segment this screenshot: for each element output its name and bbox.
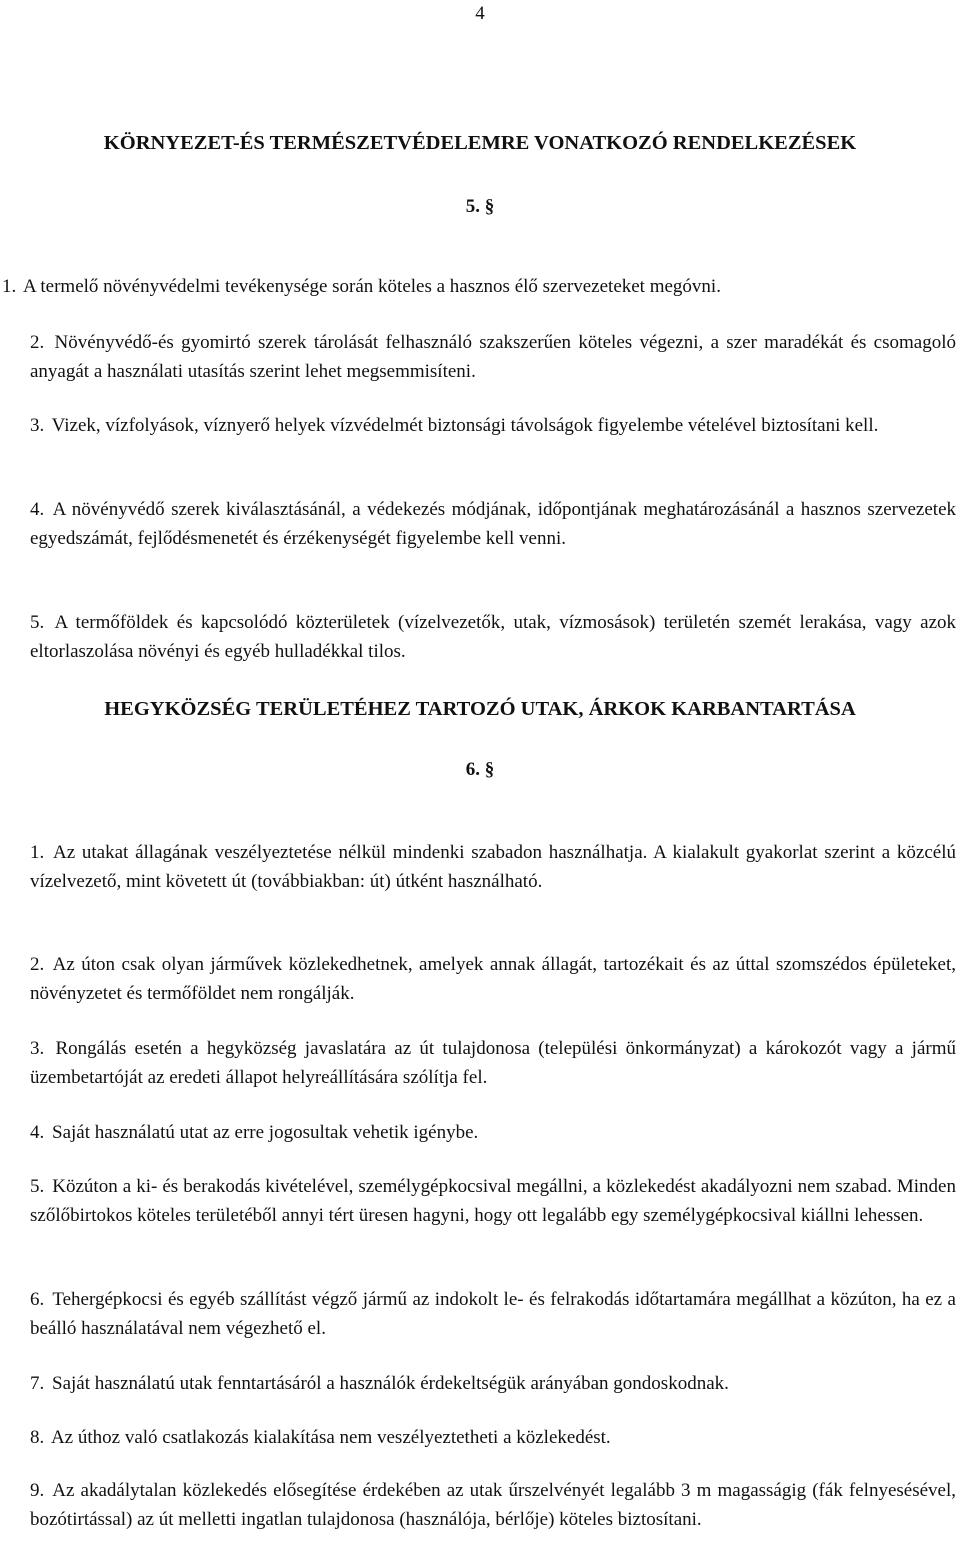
section-number-6: 6. § bbox=[465, 759, 495, 780]
paragraph-number: 2. bbox=[30, 332, 45, 353]
paragraph-roads-6: 6. Tehergépkocsi és egyéb szállítást végző jármű az indokolt le- és felrakodás időtartamára megállhat a közúton, ha ez a beálló használatával nem végezhető el. bbox=[30, 1289, 956, 1339]
paragraph-env-1: 1. A termelő növényvédelmi tevékenysége során köteles a hasznos élő szervezeteket megóvni. bbox=[2, 276, 721, 297]
paragraph-number: 6. bbox=[30, 1289, 45, 1310]
paragraph-env-5: 5. A termőföldek és kapcsolódó közterületek (vízelvezetők, utak, vízmosások) területén szemét lerakása, vagy azok eltorlaszolása növényi és egyéb hulladékkal tilos. bbox=[30, 612, 956, 662]
paragraph-number: 5. bbox=[30, 1176, 45, 1197]
paragraph-number: 2. bbox=[30, 954, 45, 975]
paragraph-number: 4. bbox=[30, 499, 45, 520]
paragraph-number: 7. bbox=[30, 1373, 45, 1394]
paragraph-roads-9: 9. Az akadálytalan közlekedés elősegítése érdekében az utak űrszelvényét legalább 3 m magasságig (fák felnyesésével, bozótirtással) az út melletti ingatlan tulajdonosa (használója, bérlője) köteles biztosítani. bbox=[30, 1480, 956, 1530]
paragraph-roads-4: 4. Saját használatú utat az erre jogosultak vehetik igénybe. bbox=[30, 1122, 479, 1143]
paragraph-env-4: 4. A növényvédő szerek kiválasztásánál, a védekezés módjának, időpontjának meghatározásánál a hasznos szervezetek egyedszámát, fejlődésmenetét és érzékenységét figyelembe kell venni. bbox=[30, 499, 956, 549]
chapter-title-roads: HEGYKÖZSÉG TERÜLETÉHEZ TARTOZÓ UTAK, ÁRKOK KARBANTARTÁSA bbox=[104, 698, 856, 720]
paragraph-env-3: 3. Vizek, vízfolyások, víznyerő helyek vízvédelmét biztonsági távolságok figyelembe vételével biztosítani kell. bbox=[30, 415, 879, 436]
paragraph-number: 5. bbox=[30, 612, 45, 633]
paragraph-roads-8: 8. Az úthoz való csatlakozás kialakítása nem veszélyeztetheti a közlekedést. bbox=[30, 1427, 611, 1448]
paragraph-number: 3. bbox=[30, 1038, 45, 1059]
paragraph-number: 1. bbox=[2, 276, 17, 297]
paragraph-env-2: 2. Növényvédő-és gyomirtó szerek tárolását felhasználó szakszerűen köteles végezni, a szer maradékát és csomagoló anyagát a használati utasítás szerint lehet megsemmisíteni. bbox=[30, 332, 956, 382]
paragraph-roads-5: 5. Közúton a ki- és berakodás kivételével, személygépkocsival megállni, a közlekedést akadályozni nem szabad. Minden szőlőbirtokos köteles területéből annyi tért üresen hagyni, hogy ott legalább egy személygépkocsival kiállni lehessen. bbox=[30, 1176, 956, 1226]
section-number-5: 5. § bbox=[465, 196, 495, 217]
paragraph-roads-2: 2. Az úton csak olyan járművek közlekedhetnek, amelyek annak állagát, tartozékait és az úttal szomszédos épületeket, növényzetet és termőföldet nem rongálják. bbox=[30, 954, 956, 1004]
page-number: 4 bbox=[475, 3, 485, 24]
paragraph-number: 3. bbox=[30, 415, 45, 436]
paragraph-roads-1: 1. Az utakat állagának veszélyeztetése nélkül mindenki szabadon használhatja. A kialakult gyakorlat szerint a közcélú vízelvezető, mint követett út (továbbiakban: út) útként használható. bbox=[30, 842, 956, 892]
paragraph-number: 1. bbox=[30, 842, 45, 863]
paragraph-roads-3: 3. Rongálás esetén a hegyközség javaslatára az út tulajdonosa (települési önkormányzat) a károkozót vagy a jármű üzembetartóját az eredeti állapot helyreállítására szólítja fel. bbox=[30, 1038, 956, 1088]
chapter-title-environment: KÖRNYEZET-ÉS TERMÉSZETVÉDELEMRE VONATKOZÓ RENDELKEZÉSEK bbox=[103, 132, 857, 154]
paragraph-number: 4. bbox=[30, 1122, 45, 1143]
paragraph-number: 9. bbox=[30, 1480, 45, 1501]
paragraph-roads-7: 7. Saját használatú utak fenntartásáról a használók érdekeltségük arányában gondoskodnak. bbox=[30, 1373, 729, 1394]
paragraph-number: 8. bbox=[30, 1427, 45, 1448]
